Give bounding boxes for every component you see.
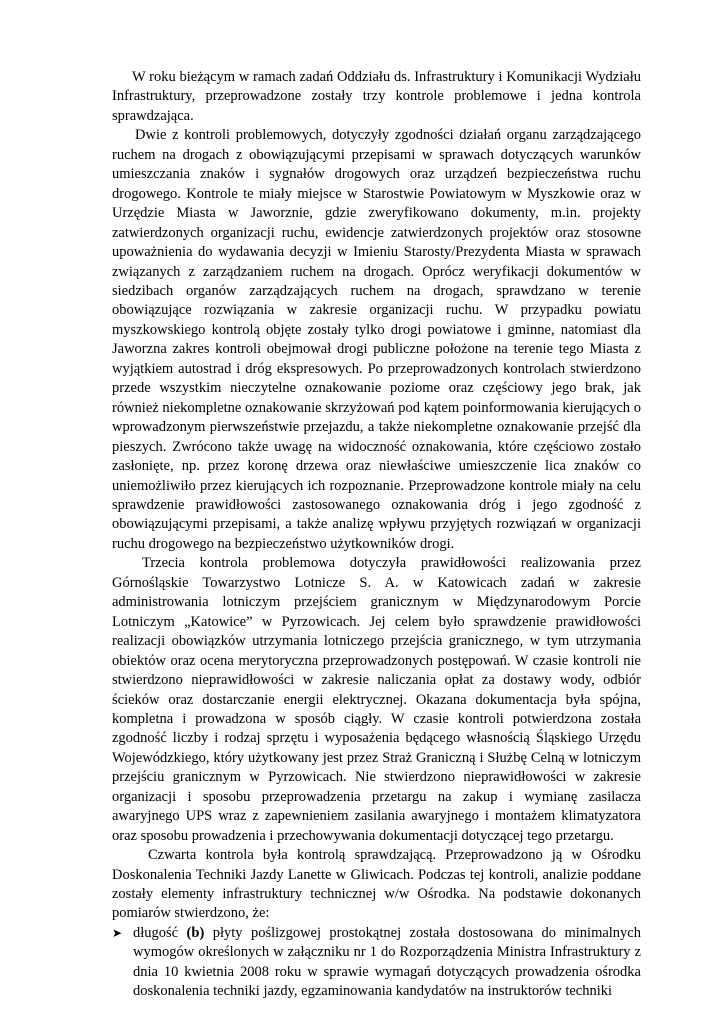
paragraph-verification-control: Czwarta kontrola była kontrolą sprawdzającą. Przeprowadzono ją w Ośrodku Doskonalenia Techniki Jazdy Lanette w Gliwicach. Podczas tej kontroli, analizie poddane zostały elementy infrastruktury technicznej w/w Ośrodka. Na podstawie dokonanych pomiarów stwierdzono, że:	[112, 847, 641, 922]
document-page	[112, 68, 641, 1002]
bullet-strong: (b)	[186, 924, 205, 941]
findings-list	[112, 924, 641, 1002]
bullet-lead: długość	[133, 924, 187, 941]
paragraph-intro: W roku bieżącym w ramach zadań Oddziału ds. Infrastruktury i Komunikacji Wydziału Infrastruktury, przeprowadzone zostały trzy kontrole problemowe i jedna kontrola sprawdzająca.	[112, 69, 641, 124]
paragraph-traffic-controls: Dwie z kontroli problemowych, dotyczyły zgodności działań organu zarządzającego ruchem na drogach z obowiązującymi przepisami w sprawach dotyczących warunków umieszczania znaków i sygnałów drogowych oraz urządzeń bezpieczeństwa ruchu drogowego. Kontrole te miały miejsce w Starostwie Powiatowym w Myszkowie oraz w Urzędzie Miasta w Jaworznie, gdzie zweryfikowano dokumenty, m.in. projekty zatwierdzonych organizacji ruchu, ewidencje zatwierdzonych projektów oraz stosowne upoważnienia do wydawania decyzji w Imieniu Starosty/Prezydenta Miasta w sprawach związanych z zarządzaniem ruchem na drogach. Oprócz weryfikacji dokumentów w siedzibach organów zarządzających ruchem na drogach, sprawdzano w terenie obowiązujące rozwiązania w zakresie organizacji ruchu. W przypadku powiatu myszkowskiego kontrolą objęte zostały tylko drogi powiatowe i gminne, natomiast dla Jaworzna zakres kontroli obejmował drogi publiczne położone na terenie tego Miasta z wyjątkiem autostrad i dróg ekspresowych. Po przeprowadzonych kontrolach stwierdzono przede wszystkim nieczytelne oznakowanie poziome oraz częściowy jego brak, jak również niekompletne oznakowanie skrzyżowań pod kątem poinformowania kierujących o wprowadzonym pierwszeństwie przejazdu, a także niekompletne oznakowanie przejść dla pieszych. Zwrócono także uwagę na widoczność oznakowania, które częściowo zostało zasłonięte, np. przez koronę drzewa oraz niewłaściwe umieszczenie lica znaków co uniemożliwiło przez kierujących ich rozpoznanie. Przeprowadzone kontrole miały na celu sprawdzenie prawidłowości zastosowanego oznakowania dróg i jego zgodność z obowiązującymi przepisami, a także analizę wpływu przyjętych rozwiązań w organizacji ruchu drogowego na bezpieczeństwo użytkowników drogi.	[112, 127, 641, 552]
paragraph-airport-control: Trzecia kontrola problemowa dotyczyła prawidłowości realizowania przez Górnośląskie Towarzystwo Lotnicze S. A. w Katowicach zadań w zakresie administrowania lotniczym przejściem granicznym w Międzynarodowym Porcie Lotniczym „Katowice” w Pyrzowicach. Jej celem było sprawdzenie prawidłowości realizacji obowiązków utrzymania lotniczego przejścia granicznego, w tym utrzymania obiektów oraz ocena merytoryczna przeprowadzonych postępowań. W czasie kontroli nie stwierdzono nieprawidłowości w zakresie naliczania opłat za dostawy wody, odbiór ścieków oraz dostarczanie energii elektrycznej. Okazana dokumentacja była spójna, kompletna i prowadzona w sposób ciągły. W czasie kontroli potwierdzona została zgodność liczby i rodzaj sprzętu i wyposażenia będącego własnością Śląskiego Urzędu Wojewódzkiego, który użytkowany jest przez Straż Graniczną i Służbę Celną w lotniczym przejściu granicznym w Pyrzowicach. Nie stwierdzono nieprawidłowości w zakresie organizacji i sposobu przeprowadzenia przetargu na zakup i wymianę zasilacza awaryjnego UPS wraz z zapewnieniem zasilania awaryjnego i montażem klimatyzatora oraz sposobu prowadzenia i przechowywania dokumentacji dotyczącej tego przetargu.	[112, 555, 641, 844]
arrow-bullet-icon: ➤	[112, 925, 123, 940]
bullet-text: płyty poślizgowej prostokątnej została dostosowana do minimalnych wymogów określonych w załączniku nr 1 do Rozporządzenia Ministra Infrastruktury z dnia 10 kwietnia 2008 roku w sprawie wymagań dotyczących prowadzenia ośrodka doskonalenia techniki jazdy, egzaminowania kandydatów na instruktorów techniki	[133, 924, 641, 1000]
list-item	[112, 924, 641, 1002]
